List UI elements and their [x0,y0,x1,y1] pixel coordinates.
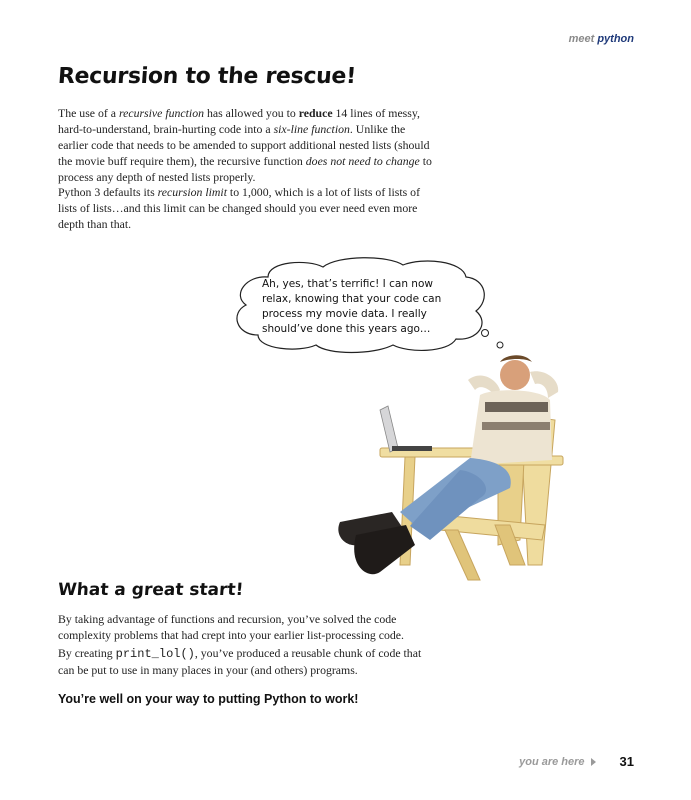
text: has allowed you to [204,106,299,120]
italic-term: recursive function [118,106,205,120]
text: to process any depth of nested lists properly. [58,154,432,184]
italic-term: does not need to change [305,154,420,168]
header-label-meet: meet [568,33,595,45]
text: , you’ve produced a reusable chunk of code that can be put to use in many places in your (and others) programs. [58,646,422,677]
italic-term: six-line function [273,122,350,136]
section-heading: What a great start! [57,580,245,600]
you-are-here-label: you are here [519,755,585,768]
italic-term: recursion limit [157,185,227,199]
laptop [380,406,432,452]
thought-bubble-text: Ah, yes, that’s terrific! I can now relax, knowing that your code can process my movie data. I really should’ve done this years ago… [262,278,442,335]
page-number: 31 [619,754,634,769]
text: to 1,000, which is a lot of lists of lists of lists of lists…and this limit can be changed should you ever need even more depth than that. [58,185,420,231]
paragraph-summary: By taking advantage of functions and recursion, you’ve solved the code complexity problems that had crept into your earlier list-processing code. [58,612,404,642]
bold-term: reduce [298,106,333,120]
inline-code: print_lol() [115,647,195,661]
text: 14 lines of messy, hard-to-understand, brain-hurting code into a [58,106,420,136]
text: The use of a [58,106,119,120]
page-title: Recursion to the rescue! [57,64,357,89]
closing-line: You’re well on your way to putting Python to work! [58,692,359,706]
paragraph-recursion-benefits [58,105,438,185]
text: By creating [58,646,116,660]
page-footer [519,754,634,769]
relaxing-man-illustration [320,340,570,585]
header-label-python: python [597,33,634,45]
paragraph-print-lol [58,645,438,678]
text: . Unlike the earlier code that needs to be amended to support additional nested lists (should the movie buff require them), the recursive function [58,122,430,168]
arrow-right-icon [591,758,596,766]
running-header [569,33,634,45]
paragraph-recursion-limit [58,184,438,232]
text: Python 3 defaults its [58,185,158,199]
